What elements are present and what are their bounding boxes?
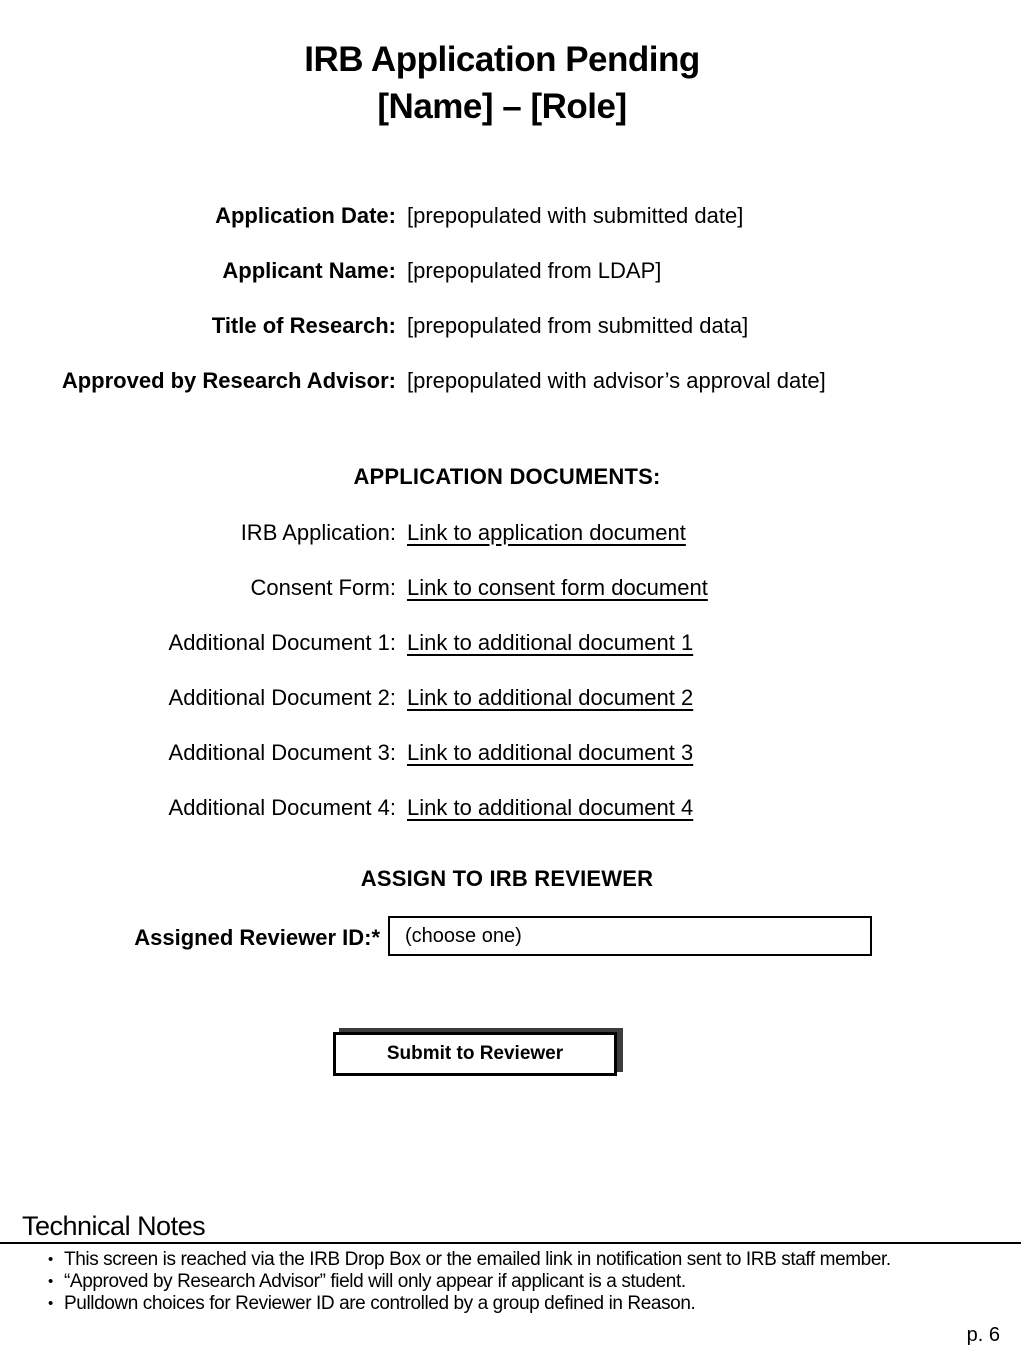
additional-document-3-label: Additional Document 3: <box>168 740 396 765</box>
approved-by-advisor-value: [prepopulated with advisor’s approval date] <box>407 368 826 393</box>
assign-to-irb-reviewer-heading: ASSIGN TO IRB REVIEWER <box>360 866 654 891</box>
additional-document-2-label: Additional Document 2: <box>168 685 396 710</box>
assigned-reviewer-id-label: Assigned Reviewer ID:* <box>134 925 380 950</box>
additional-document-3-row <box>0 740 1024 770</box>
technical-notes-list <box>46 1249 891 1315</box>
technical-note-item: • This screen is reached via the IRB Drop Box or the emailed link in notification sent to IRB staff member. <box>46 1249 891 1271</box>
applicant-name-row <box>0 258 1024 288</box>
page-title <box>0 36 1004 130</box>
technical-note-item: • Pulldown choices for Reviewer ID are controlled by a group defined in Reason. <box>46 1293 891 1315</box>
application-date-row <box>0 203 1024 233</box>
reviewer-select-value: (choose one) <box>405 924 522 947</box>
additional-document-4-link[interactable]: Link to additional document 4 <box>407 795 694 820</box>
consent-form-row <box>0 575 1024 605</box>
reviewer-select[interactable] <box>388 916 872 956</box>
submit-to-reviewer-button-label: Submit to Reviewer <box>386 1043 564 1064</box>
title-of-research-row <box>0 313 1024 343</box>
irb-application-label: IRB Application: <box>240 520 396 545</box>
page-number: p. 6 <box>966 1324 1000 1346</box>
consent-form-link[interactable]: Link to consent form document <box>407 575 708 600</box>
additional-document-1-row <box>0 630 1024 660</box>
page-title-line-2: [Name] – [Role] <box>377 87 627 126</box>
approved-by-advisor-row <box>0 368 1024 398</box>
additional-document-1-link[interactable]: Link to additional document 1 <box>407 630 694 655</box>
approved-by-advisor-label: Approved by Research Advisor: <box>61 368 396 393</box>
irb-application-row <box>0 520 1024 550</box>
additional-document-4-row <box>0 795 1024 825</box>
additional-document-2-row <box>0 685 1024 715</box>
additional-document-1-label: Additional Document 1: <box>168 630 396 655</box>
submit-to-reviewer-button[interactable] <box>333 1032 617 1076</box>
application-documents-heading: APPLICATION DOCUMENTS: <box>353 464 661 489</box>
additional-document-3-link[interactable]: Link to additional document 3 <box>407 740 694 765</box>
technical-notes-divider <box>0 1242 1021 1244</box>
technical-note-item: • “Approved by Research Advisor” field will only appear if applicant is a student. <box>46 1271 891 1293</box>
title-of-research-value: [prepopulated from submitted data] <box>407 313 749 338</box>
additional-document-2-link[interactable]: Link to additional document 2 <box>407 685 694 710</box>
technical-notes-heading: Technical Notes <box>22 1211 206 1241</box>
irb-application-link[interactable]: Link to application document <box>407 520 686 545</box>
additional-document-4-label: Additional Document 4: <box>168 795 396 820</box>
page-title-line-1: IRB Application Pending <box>304 40 700 79</box>
consent-form-label: Consent Form: <box>250 575 396 600</box>
applicant-name-value: [prepopulated from LDAP] <box>407 258 662 283</box>
application-date-label: Application Date: <box>215 203 396 228</box>
applicant-name-label: Applicant Name: <box>222 258 396 283</box>
title-of-research-label: Title of Research: <box>211 313 396 338</box>
application-date-value: [prepopulated with submitted date] <box>407 203 744 228</box>
